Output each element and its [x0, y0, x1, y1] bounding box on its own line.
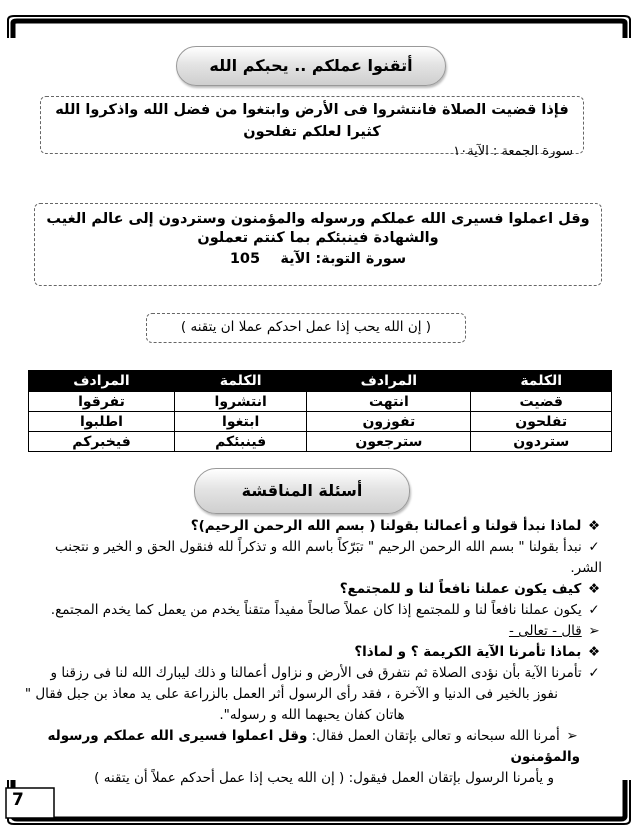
table-cell: تفوزون [307, 412, 471, 432]
page-number: 7 [12, 790, 24, 810]
diamond-bullet-icon: ❖ [587, 644, 601, 660]
arrow-bullet-icon: ➢ [588, 623, 600, 639]
answer-text: قال - تعالى - [508, 623, 582, 639]
table-row [29, 392, 612, 412]
ayah-number: 105 [229, 251, 261, 267]
verse-reference [43, 248, 593, 270]
answer-1 [22, 537, 602, 579]
table-row [29, 412, 612, 432]
check-icon: ✓ [588, 602, 600, 618]
table-cell: اطلبوا [29, 412, 175, 432]
answer-quote: وقل اعملوا فسيرى الله عملكم ورسوله والمؤمنون [47, 728, 580, 765]
table-header-row [29, 371, 612, 392]
discussion-title: أسئلة المناقشة [194, 468, 410, 514]
question-3 [22, 642, 602, 663]
check-icon: ✓ [588, 539, 600, 555]
table-cell: فينبئكم [174, 432, 306, 452]
answer-3-line-2: نفوز بالخير فى الدنيا و الآخرة ، فقد رأى الرسول أثر العمل بالزراعة على يد معاذ بن جبل فقال " [24, 686, 558, 702]
diamond-bullet-icon: ❖ [587, 581, 601, 597]
answer-text: أمرنا الله سبحانه و تعالى بإتقان العمل فقال: [311, 728, 560, 744]
table-cell: ابتغوا [174, 412, 306, 432]
vocabulary-table [28, 370, 612, 452]
answer-text: تأمرنا الآية بأن نؤدى الصلاة ثم نتفرق فى الأرض و نزاول أعمالنا و ذلك ليبارك الله لنا فى رزقنا و [50, 665, 582, 681]
column-header: المرادف [307, 371, 471, 392]
verse-reference: سورة الجمعة : الآية١٠ [453, 144, 573, 159]
answer-text: يكون عملنا نافعاً لنا و للمجتمع إذا كان عملاً صالحاً مفيداً متقناً يخدم من يعمل كما يخدم المجتمع. [50, 602, 582, 618]
page-title: أتقنوا عملكم .. يحبكم الله [176, 46, 446, 86]
verse-text: وقل اعملوا فسيرى الله عملكم ورسوله والمؤمنون وستردون إلى عالم الغيب والشهادة فينبئكم بما كنتم تعملون [46, 211, 590, 246]
table-cell: فيخبركم [29, 432, 175, 452]
answer-4-line-2: و يأمرنا الرسول بإتقان العمل فيقول: ( إن الله يحب إذا عمل أحدكم عملاً أن يتقنه ) [94, 770, 554, 786]
answer-2-quote [22, 621, 602, 642]
hadith-box: ( إن الله يحب إذا عمل احدكم عملا ان يتقنه ) [146, 313, 466, 343]
answer-3-line-3: هاتان كفان يحبهما الله و رسوله". [219, 707, 405, 723]
page-border-top [4, 14, 634, 40]
table-cell: ستردون [471, 432, 612, 452]
answer-4 [22, 726, 602, 768]
question-text: كيف يكون عملنا نافعاً لنا و للمجتمع؟ [339, 581, 582, 597]
arrow-bullet-icon: ➢ [566, 728, 578, 744]
verse-box-jumuah [40, 96, 584, 159]
question-2 [22, 579, 602, 600]
table-cell: انتشروا [174, 392, 306, 412]
check-icon: ✓ [588, 665, 600, 681]
diamond-bullet-icon: ❖ [587, 518, 601, 534]
table-cell: تفرقوا [29, 392, 175, 412]
column-header: الكلمة [471, 371, 612, 392]
table-cell: تفلحون [471, 412, 612, 432]
column-header: الكلمة [174, 371, 306, 392]
answer-text: نبدأ بقولنا " بسم الله الرحمن الرحيم " تبَرّكاً باسم الله و تذكراً لله فنقول الحق و الخير و نتجنب الشر. [55, 539, 602, 576]
discussion-section [22, 516, 602, 789]
answer-3 [22, 663, 602, 684]
table-row [29, 432, 612, 452]
table-cell: سترجعون [307, 432, 471, 452]
column-header: المرادف [29, 371, 175, 392]
verse-text: فإذا قضيت الصلاة فانتشروا فى الأرض وابتغوا من فضل الله واذكروا الله كثيرا لعلكم تفلحون [55, 102, 569, 140]
verse-reference-label: سورة التوبة: الآية [280, 251, 407, 267]
table-cell: انتهت [307, 392, 471, 412]
question-1 [22, 516, 602, 537]
verse-box-tawbah [34, 203, 602, 286]
answer-2 [22, 600, 602, 621]
table-cell: قضيت [471, 392, 612, 412]
question-text: لماذا نبدأ قولنا و أعمالنا بقولنا ( بسم الله الرحمن الرحيم)؟ [190, 518, 582, 534]
question-text: بماذا تأمرنا الآية الكريمة ؟ و لماذا؟ [354, 644, 582, 660]
